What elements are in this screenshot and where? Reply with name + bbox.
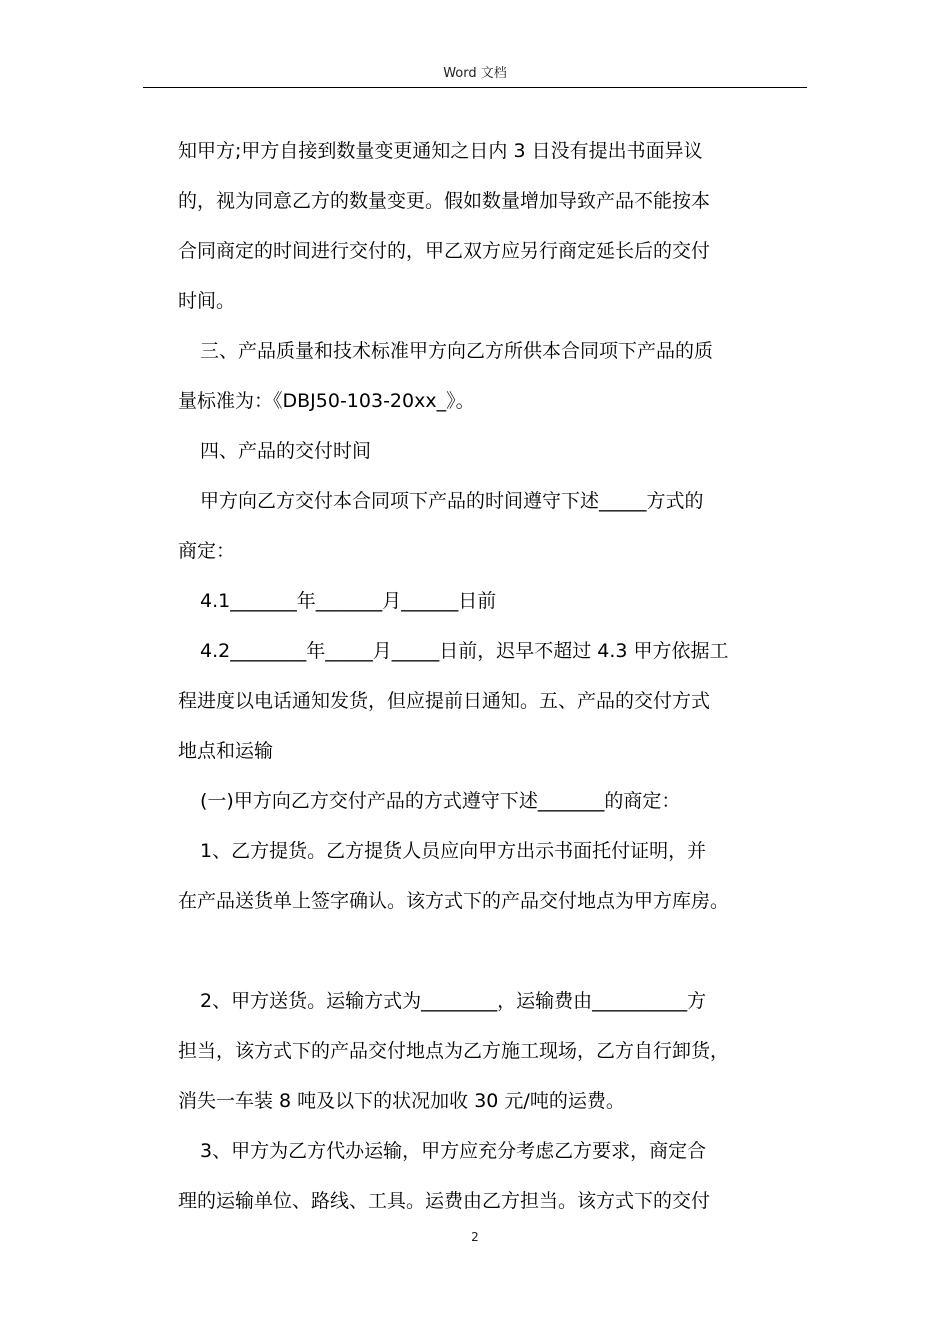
paragraph-line: 甲方向乙方交付本合同项下产品的时间遵守下述_____方式的 — [200, 490, 704, 512]
page-header: Word 文档 — [443, 66, 507, 81]
paragraph-line: 三、产品质量和技术标准甲方向乙方所供本合同项下产品的质 — [200, 340, 714, 362]
paragraph-line: 时间。 — [178, 290, 236, 312]
paragraph-line: 消失一车装 8 吨及以下的状况加收 30 元/吨的运费。 — [178, 1090, 625, 1112]
paragraph-line: (一)甲方向乙方交付产品的方式遵守下述_______的商定： — [200, 790, 681, 812]
paragraph-line: 合同商定的时间进行交付的，甲乙双方应另行商定延长后的交付 — [178, 240, 711, 262]
paragraph-line: 理的运输单位、路线、工具。运费由乙方担当。该方式下的交付 — [178, 1190, 711, 1212]
paragraph-line: 3、甲方为乙方代办运输，甲方应充分考虑乙方要求，商定合 — [200, 1140, 707, 1162]
paragraph-line: 量标准为：《DBJ50-103-20xx_》。 — [178, 390, 475, 412]
paragraph-line: 1、乙方提货。乙方提货人员应向甲方出示书面托付证明，并 — [200, 840, 707, 862]
paragraph-line: 在产品送货单上签字确认。该方式下的产品交付地点为甲方库房。 — [178, 890, 730, 912]
paragraph-line: 地点和运输 — [178, 740, 274, 762]
page-number: 2 — [471, 1230, 479, 1244]
blank-spacer — [178, 926, 818, 976]
header-divider — [143, 87, 807, 88]
paragraph-line: 程进度以电话通知发货，但应提前日通知。五、产品的交付方式 — [178, 690, 711, 712]
paragraph-line: 商定： — [178, 540, 236, 562]
paragraph-line: 4.1_______年_______月______日前 — [200, 590, 497, 612]
paragraph-line: 4.2________年_____月_____日前，迟早不超过 4.3 甲方依据工 — [200, 640, 729, 662]
paragraph-line: 担当，该方式下的产品交付地点为乙方施工现场，乙方自行卸货， — [178, 1040, 730, 1062]
paragraph-line: 的，视为同意乙方的数量变更。假如数量增加导致产品不能按本 — [178, 190, 711, 212]
paragraph-line: 2、甲方送货。运输方式为________，运输费由__________方 — [200, 990, 707, 1012]
paragraph-line: 知甲方;甲方自接到数量变更通知之日内 3 日没有提出书面异议 — [178, 140, 703, 162]
section-heading: 四、产品的交付时间 — [200, 440, 372, 462]
document-body — [178, 126, 818, 1226]
